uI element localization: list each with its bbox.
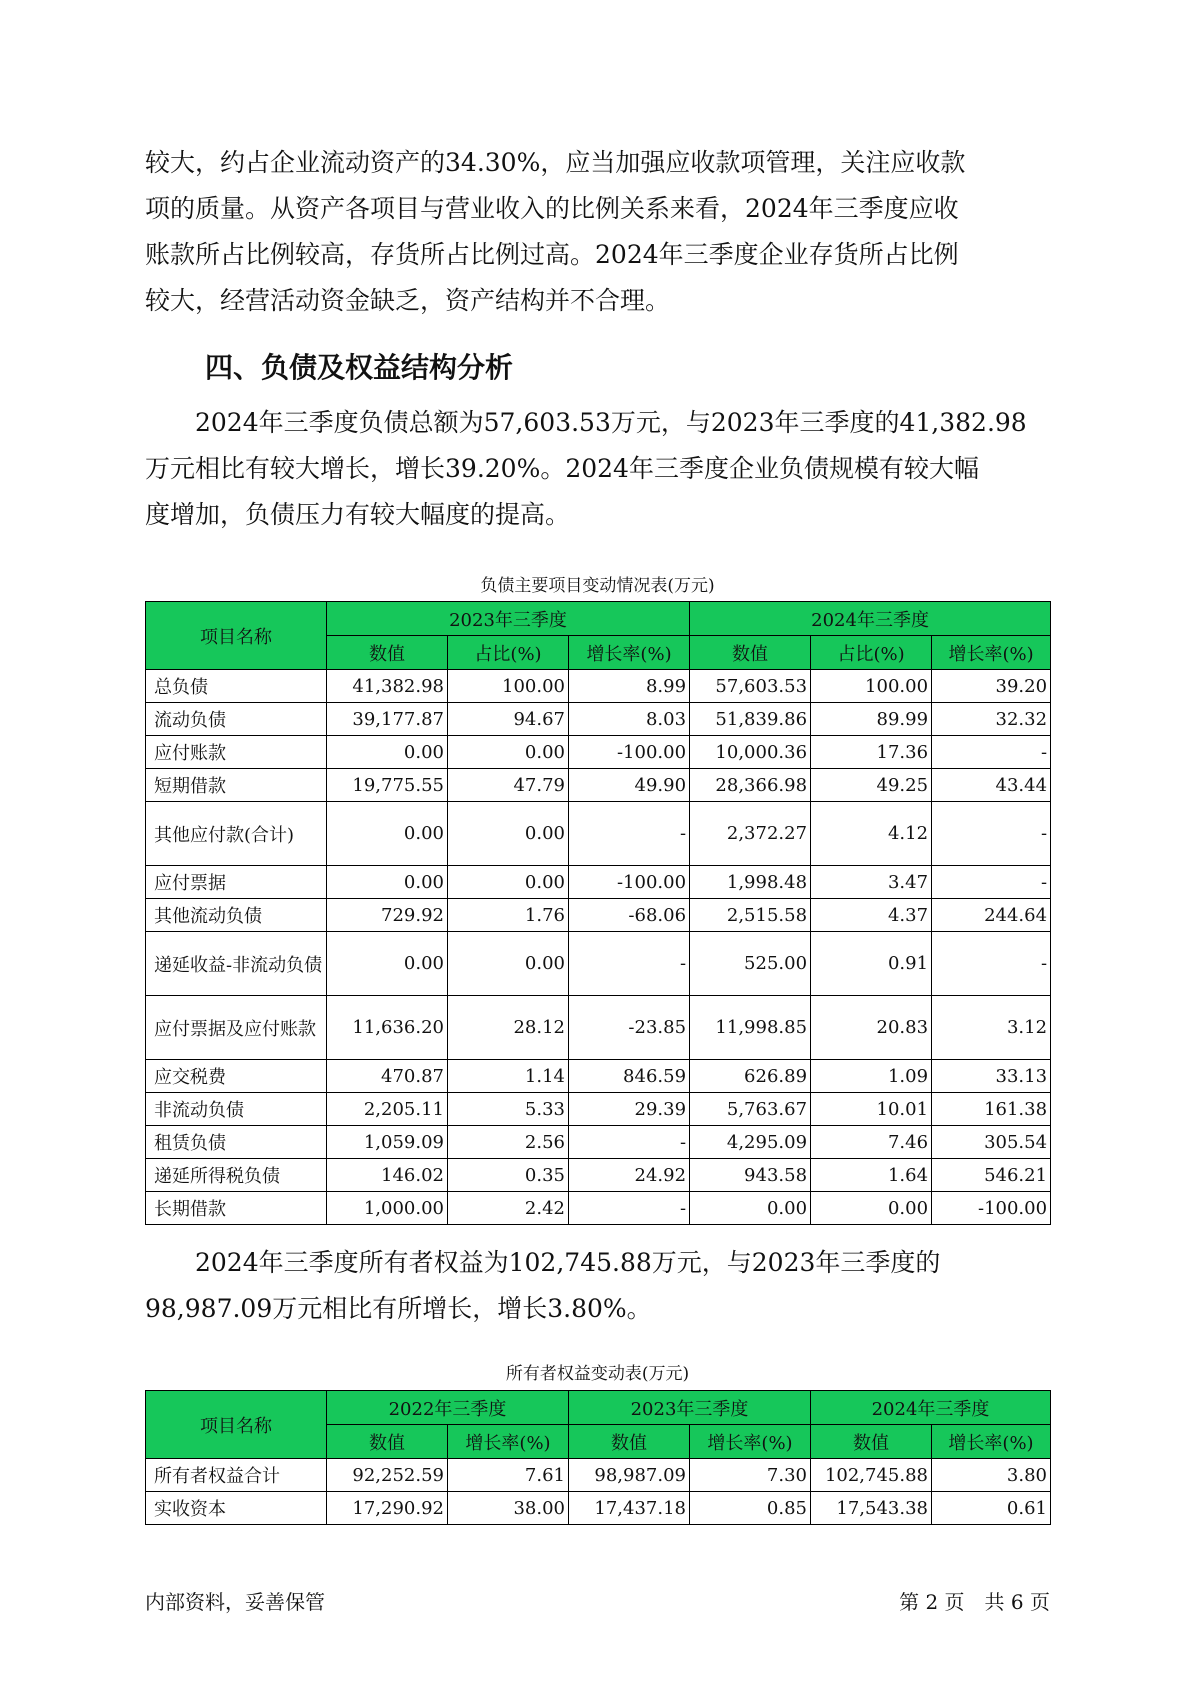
- cell-value: 17.36: [811, 736, 932, 769]
- cell-value: 89.99: [811, 703, 932, 736]
- cell-value: 4.37: [811, 899, 932, 932]
- cell-value: -: [932, 932, 1051, 996]
- cell-value: 11,998.85: [690, 996, 811, 1060]
- cell-value: 0.00: [690, 1192, 811, 1225]
- row-label: 租赁负债: [146, 1126, 327, 1159]
- cell-value: 3.80: [932, 1459, 1051, 1492]
- cell-value: 7.46: [811, 1126, 932, 1159]
- cell-value: 161.38: [932, 1093, 1051, 1126]
- table-row: [146, 670, 1051, 703]
- row-label: 递延收益-非流动负债: [146, 932, 327, 996]
- table-row: [146, 866, 1051, 899]
- cell-value: 0.85: [690, 1492, 811, 1525]
- intro-line: 较大，经营活动资金缺乏，资产结构并不合理。: [145, 286, 671, 315]
- table-row: [146, 1126, 1051, 1159]
- cell-value: 92,252.59: [327, 1459, 448, 1492]
- cell-value: -: [569, 1192, 690, 1225]
- cell-value: -: [569, 932, 690, 996]
- cell-value: -23.85: [569, 996, 690, 1060]
- table-row: [146, 769, 1051, 802]
- cell-value: 0.00: [327, 802, 448, 866]
- cell-value: 943.58: [690, 1159, 811, 1192]
- table-row: [146, 1060, 1051, 1093]
- equity-table-caption: 所有者权益变动表(万元): [505, 1364, 690, 1384]
- cell-value: -: [569, 1126, 690, 1159]
- cell-value: 38.00: [448, 1492, 569, 1525]
- footer-page-number: 第 2 页 共 6 页: [899, 1590, 1050, 1614]
- cell-value: 32.32: [932, 703, 1051, 736]
- debt-line: 2024年三季度负债总额为57,603.53万元，与2023年三季度的41,382.98: [145, 408, 1027, 437]
- cell-value: 0.00: [448, 802, 569, 866]
- row-label: 其他应付款(合计): [146, 802, 327, 866]
- cell-value: -100.00: [932, 1192, 1051, 1225]
- cell-value: 0.35: [448, 1159, 569, 1192]
- cell-value: -: [932, 736, 1051, 769]
- debt-table-caption: 负债主要项目变动情况表(万元): [480, 576, 715, 596]
- cell-value: 146.02: [327, 1159, 448, 1192]
- cell-value: 17,437.18: [569, 1492, 690, 1525]
- intro-line: 账款所占比例较高，存货所占比例过高。2024年三季度企业存货所占比例: [145, 240, 959, 269]
- footer-left: 内部资料，妥善保管: [145, 1590, 325, 1614]
- cell-value: 0.00: [327, 866, 448, 899]
- cell-value: 846.59: [569, 1060, 690, 1093]
- cell-value: 29.39: [569, 1093, 690, 1126]
- cell-value: 100.00: [448, 670, 569, 703]
- equity-name-header: 项目名称: [146, 1391, 327, 1459]
- equity-period-header: 2022年三季度: [327, 1391, 569, 1425]
- row-label: 短期借款: [146, 769, 327, 802]
- row-label: 所有者权益合计: [146, 1459, 327, 1492]
- cell-value: 4.12: [811, 802, 932, 866]
- cell-value: 305.54: [932, 1126, 1051, 1159]
- cell-value: 244.64: [932, 899, 1051, 932]
- cell-value: 39.20: [932, 670, 1051, 703]
- row-label: 应交税费: [146, 1060, 327, 1093]
- cell-value: 0.00: [448, 932, 569, 996]
- table-row: [146, 802, 1051, 866]
- equity-subheader: 增长率(%): [932, 1425, 1051, 1459]
- row-label: 非流动负债: [146, 1093, 327, 1126]
- row-label: 递延所得税负债: [146, 1159, 327, 1192]
- cell-value: 2.56: [448, 1126, 569, 1159]
- intro-line: 项的质量。从资产各项目与营业收入的比例关系来看，2024年三季度应收: [145, 194, 959, 223]
- cell-value: 17,290.92: [327, 1492, 448, 1525]
- cell-value: 7.61: [448, 1459, 569, 1492]
- intro-line: 较大，约占企业流动资产的34.30%，应当加强应收款项管理，关注应收款: [145, 148, 966, 177]
- equity-period-header: 2023年三季度: [569, 1391, 811, 1425]
- debt-subheader: 占比(%): [448, 636, 569, 670]
- cell-value: 20.83: [811, 996, 932, 1060]
- debt-table-body: [146, 670, 1051, 1225]
- cell-value: 2,372.27: [690, 802, 811, 866]
- debt-table: [145, 601, 1051, 1225]
- debt-subheader: 数值: [327, 636, 448, 670]
- intro-paragraph: [145, 140, 1050, 324]
- row-label: 其他流动负债: [146, 899, 327, 932]
- cell-value: 43.44: [932, 769, 1051, 802]
- row-label: 长期借款: [146, 1192, 327, 1225]
- table-row: [146, 932, 1051, 996]
- cell-value: 5,763.67: [690, 1093, 811, 1126]
- cell-value: 0.00: [448, 736, 569, 769]
- cell-value: 102,745.88: [811, 1459, 932, 1492]
- row-label: 总负债: [146, 670, 327, 703]
- cell-value: 470.87: [327, 1060, 448, 1093]
- cell-value: -100.00: [569, 736, 690, 769]
- debt-subheader: 增长率(%): [569, 636, 690, 670]
- equity-subheader: 数值: [569, 1425, 690, 1459]
- cell-value: 1.64: [811, 1159, 932, 1192]
- cell-value: 1,998.48: [690, 866, 811, 899]
- cell-value: 5.33: [448, 1093, 569, 1126]
- table-row: [146, 1093, 1051, 1126]
- row-label: 应付票据: [146, 866, 327, 899]
- cell-value: 2.42: [448, 1192, 569, 1225]
- equity-paragraph: [145, 1240, 1050, 1332]
- cell-value: 33.13: [932, 1060, 1051, 1093]
- table-row: [146, 1459, 1051, 1492]
- cell-value: 98,987.09: [569, 1459, 690, 1492]
- cell-value: 41,382.98: [327, 670, 448, 703]
- equity-subheader: 数值: [327, 1425, 448, 1459]
- table-row: [146, 736, 1051, 769]
- equity-subheader: 增长率(%): [448, 1425, 569, 1459]
- cell-value: -: [932, 866, 1051, 899]
- row-label: 流动负债: [146, 703, 327, 736]
- debt-period-header: 2024年三季度: [690, 602, 1051, 636]
- cell-value: 0.61: [932, 1492, 1051, 1525]
- cell-value: 525.00: [690, 932, 811, 996]
- cell-value: 1,000.00: [327, 1192, 448, 1225]
- cell-value: 51,839.86: [690, 703, 811, 736]
- debt-name-header: 项目名称: [146, 602, 327, 670]
- cell-value: 4,295.09: [690, 1126, 811, 1159]
- cell-value: 57,603.53: [690, 670, 811, 703]
- cell-value: 626.89: [690, 1060, 811, 1093]
- cell-value: 1.09: [811, 1060, 932, 1093]
- cell-value: 546.21: [932, 1159, 1051, 1192]
- cell-value: -: [932, 802, 1051, 866]
- table-row: [146, 1159, 1051, 1192]
- table-row: [146, 996, 1051, 1060]
- debt-paragraph: [145, 400, 1050, 538]
- cell-value: 19,775.55: [327, 769, 448, 802]
- cell-value: 729.92: [327, 899, 448, 932]
- cell-value: -68.06: [569, 899, 690, 932]
- cell-value: 39,177.87: [327, 703, 448, 736]
- cell-value: 28,366.98: [690, 769, 811, 802]
- cell-value: 7.30: [690, 1459, 811, 1492]
- cell-value: 47.79: [448, 769, 569, 802]
- cell-value: -: [569, 802, 690, 866]
- cell-value: 10.01: [811, 1093, 932, 1126]
- table-row: [146, 1192, 1051, 1225]
- cell-value: 11,636.20: [327, 996, 448, 1060]
- cell-value: 24.92: [569, 1159, 690, 1192]
- equity-line: 98,987.09万元相比有所增长，增长3.80%。: [145, 1294, 652, 1323]
- cell-value: 94.67: [448, 703, 569, 736]
- table-row: [146, 899, 1051, 932]
- row-label: 实收资本: [146, 1492, 327, 1525]
- cell-value: -100.00: [569, 866, 690, 899]
- cell-value: 3.47: [811, 866, 932, 899]
- cell-value: 10,000.36: [690, 736, 811, 769]
- equity-period-header: 2024年三季度: [811, 1391, 1051, 1425]
- debt-line: 万元相比有较大增长，增长39.20%。2024年三季度企业负债规模有较大幅: [145, 454, 979, 483]
- cell-value: 1.76: [448, 899, 569, 932]
- cell-value: 2,515.58: [690, 899, 811, 932]
- section-heading: 四、负债及权益结构分析: [205, 351, 514, 384]
- cell-value: 49.90: [569, 769, 690, 802]
- debt-subheader: 增长率(%): [932, 636, 1051, 670]
- equity-subheader: 数值: [811, 1425, 932, 1459]
- cell-value: 17,543.38: [811, 1492, 932, 1525]
- debt-period-header: 2023年三季度: [327, 602, 690, 636]
- cell-value: 28.12: [448, 996, 569, 1060]
- cell-value: 1.14: [448, 1060, 569, 1093]
- cell-value: 0.00: [448, 866, 569, 899]
- cell-value: 100.00: [811, 670, 932, 703]
- cell-value: 2,205.11: [327, 1093, 448, 1126]
- debt-line: 度增加，负债压力有较大幅度的提高。: [145, 500, 571, 529]
- cell-value: 8.03: [569, 703, 690, 736]
- debt-subheader: 数值: [690, 636, 811, 670]
- cell-value: 0.00: [327, 932, 448, 996]
- row-label: 应付票据及应付账款: [146, 996, 327, 1060]
- cell-value: 3.12: [932, 996, 1051, 1060]
- row-label: 应付账款: [146, 736, 327, 769]
- table-row: [146, 703, 1051, 736]
- cell-value: 0.00: [811, 1192, 932, 1225]
- equity-table-body: [146, 1459, 1051, 1525]
- equity-line: 2024年三季度所有者权益为102,745.88万元，与2023年三季度的: [145, 1248, 941, 1277]
- cell-value: 49.25: [811, 769, 932, 802]
- cell-value: 0.91: [811, 932, 932, 996]
- cell-value: 8.99: [569, 670, 690, 703]
- cell-value: 0.00: [327, 736, 448, 769]
- debt-subheader: 占比(%): [811, 636, 932, 670]
- table-row: [146, 1492, 1051, 1525]
- equity-table: [145, 1390, 1051, 1525]
- cell-value: 1,059.09: [327, 1126, 448, 1159]
- equity-subheader: 增长率(%): [690, 1425, 811, 1459]
